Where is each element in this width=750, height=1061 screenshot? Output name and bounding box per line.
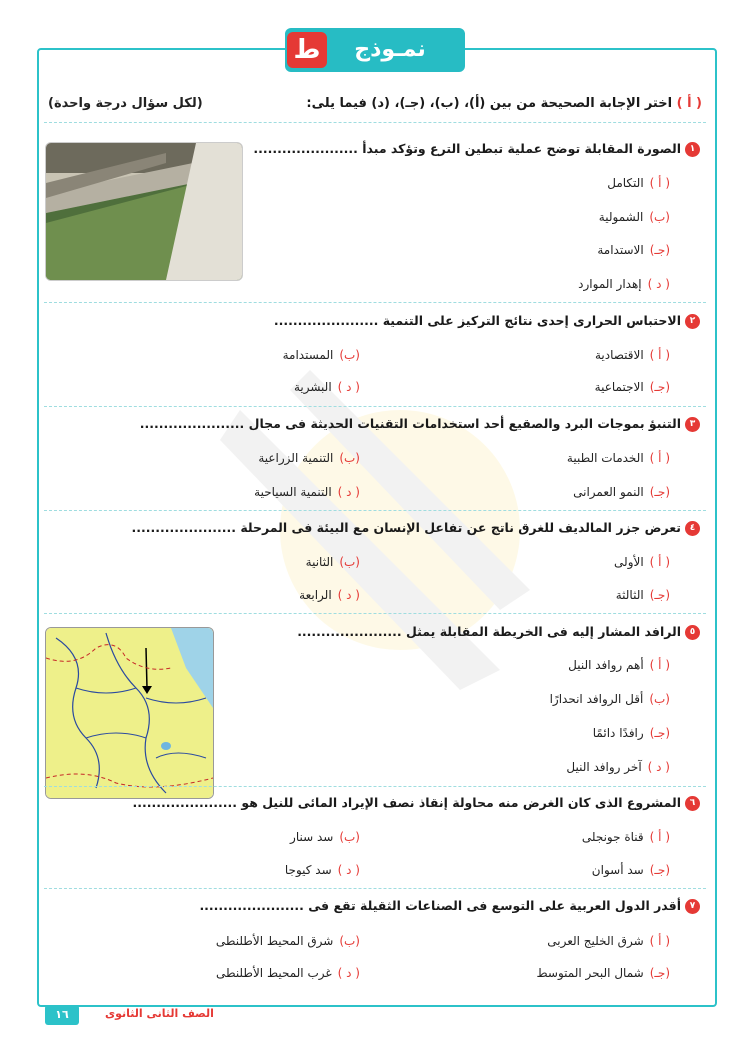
option-letter: ( أ )	[649, 934, 670, 948]
option-letter: (ب)	[339, 348, 360, 362]
option-letter: ( أ )	[649, 658, 670, 672]
question-number-badge: ٣	[685, 417, 700, 432]
option-text: أهم روافد النيل	[568, 658, 644, 672]
option-text: شمال البحر المتوسط	[536, 966, 644, 980]
option-letter: ( د )	[337, 485, 360, 499]
question-3	[140, 416, 700, 432]
option-c[interactable]	[597, 243, 670, 257]
question-text: الاحتباس الحرارى إحدى نتائج التركيز على التنمية ......................	[273, 313, 681, 328]
option-letter: ( أ )	[649, 555, 670, 569]
option-text: التنمية الزراعية	[258, 451, 334, 465]
question-text: الصورة المقابلة توضح عملية تبطين الترع وتؤكد مبدأ ......................	[253, 141, 681, 156]
option-text: غرب المحيط الأطلنطى	[215, 966, 332, 980]
option-b[interactable]	[216, 934, 360, 948]
question-text: الرافد المشار إليه فى الخريطة المقابلة يمثل ......................	[297, 624, 681, 639]
option-letter: (جـ)	[649, 966, 670, 980]
option-b[interactable]	[306, 555, 360, 569]
option-a[interactable]	[595, 348, 670, 362]
question-7	[199, 898, 700, 914]
question-text: تعرض جزر المالديف للغرق ناتج عن تفاعل الإنسان مع البيئة فى المرحلة ......................	[131, 520, 681, 535]
option-letter: ( د )	[337, 863, 360, 877]
divider	[44, 888, 706, 889]
option-c[interactable]	[595, 380, 670, 394]
divider	[44, 510, 706, 511]
divider	[44, 786, 706, 787]
option-letter: (ب)	[339, 934, 360, 948]
option-letter: ( أ )	[649, 830, 670, 844]
option-text: الثالثة	[615, 588, 644, 602]
option-a[interactable]	[547, 934, 670, 948]
option-b[interactable]	[258, 451, 360, 465]
divider	[44, 122, 706, 123]
option-letter: ( أ )	[649, 451, 670, 465]
option-b[interactable]	[550, 692, 670, 706]
option-a[interactable]	[614, 555, 670, 569]
option-text: الرابعة	[299, 588, 332, 602]
option-d[interactable]	[294, 380, 360, 394]
points-note: (لكل سؤال درجة واحدة)	[48, 96, 203, 111]
option-a[interactable]	[582, 830, 670, 844]
option-text: إهدار الموارد	[578, 277, 642, 291]
option-text: النمو العمرانى	[573, 485, 644, 499]
question-5	[297, 624, 700, 640]
question-4	[132, 520, 701, 536]
option-b[interactable]	[290, 830, 360, 844]
option-text: آخر روافد النيل	[566, 760, 642, 774]
option-letter: ( د )	[647, 277, 670, 291]
option-text: الاقتصادية	[594, 348, 644, 362]
option-text: سد أسوان	[591, 863, 644, 877]
section-instruction	[306, 96, 702, 111]
option-letter: (ب)	[339, 451, 360, 465]
question-number-badge: ١	[685, 142, 700, 157]
option-text: المستدامة	[282, 348, 334, 362]
option-letter: ( أ )	[649, 348, 670, 362]
option-b[interactable]	[283, 348, 360, 362]
option-d[interactable]	[216, 966, 360, 980]
option-text: التنمية السياحية	[254, 485, 332, 499]
option-letter: (ب)	[649, 210, 670, 224]
option-c[interactable]	[592, 863, 670, 877]
option-a[interactable]	[607, 176, 670, 190]
option-b[interactable]	[599, 210, 670, 224]
question-text: أقدر الدول العربية على التوسع فى الصناعات الثقيلة تقع فى ......................	[199, 898, 681, 913]
option-letter: (ب)	[649, 692, 670, 706]
question-number-badge: ٥	[685, 625, 700, 640]
page-number: ١٦	[45, 1005, 79, 1025]
nile-tributary-map	[45, 627, 214, 799]
option-letter: (جـ)	[649, 485, 670, 499]
option-text: البشرية	[293, 380, 332, 394]
question-text: المشروع الذى كان الغرض منه محاولة إنقاذ نصف الإيراد المائى للنيل هو ......................	[132, 795, 681, 810]
option-c[interactable]	[593, 726, 670, 740]
option-letter: (جـ)	[649, 863, 670, 877]
option-d[interactable]	[578, 277, 670, 291]
question-number-badge: ٦	[685, 796, 700, 811]
instruction-text: اختر الإجابة الصحيحة من بين (أ)، (ب)، (جـ)، (د) فيما يلى:	[306, 96, 673, 111]
option-letter: ( د )	[337, 966, 360, 980]
option-text: الثانية	[305, 555, 334, 569]
option-letter: (جـ)	[649, 243, 670, 257]
question-text: التنبؤ بموجات البرد والصقيع أحد استخدامات التقنيات الحديثة فى مجال ......................	[139, 416, 681, 431]
question-6	[133, 795, 700, 811]
option-text: شرق المحيط الأطلنطى	[215, 934, 334, 948]
option-text: الشمولية	[598, 210, 644, 224]
option-letter: (ب)	[339, 830, 360, 844]
question-number-badge: ٢	[685, 314, 700, 329]
option-letter: ( د )	[337, 380, 360, 394]
option-letter: (جـ)	[649, 726, 670, 740]
option-d[interactable]	[299, 588, 360, 602]
option-text: سد سنار	[290, 830, 334, 844]
question-number-badge: ٧	[685, 899, 700, 914]
option-c[interactable]	[616, 588, 670, 602]
question-number-badge: ٤	[685, 521, 700, 536]
option-text: قناة جونجلى	[581, 830, 644, 844]
option-a[interactable]	[568, 658, 670, 672]
option-d[interactable]	[285, 863, 360, 877]
option-letter: ( د )	[337, 588, 360, 602]
option-text: أقل الروافد انحدارًا	[549, 692, 644, 706]
option-text: الاجتماعية	[594, 380, 644, 394]
model-letter-badge: ط	[287, 32, 327, 68]
option-text: الخدمات الطبية	[566, 451, 644, 465]
option-d[interactable]	[566, 760, 670, 774]
question-2	[274, 313, 700, 329]
option-text: التكامل	[607, 176, 644, 190]
section-number: ( أ )	[676, 96, 702, 111]
option-letter: ( د )	[647, 760, 670, 774]
option-letter: (جـ)	[649, 588, 670, 602]
page-footer	[45, 1005, 215, 1027]
option-text: سد كيوجا	[284, 863, 332, 877]
option-c[interactable]	[573, 485, 670, 499]
divider	[44, 613, 706, 614]
option-letter: (جـ)	[649, 380, 670, 394]
option-text: الأولى	[614, 555, 644, 569]
option-c[interactable]	[537, 966, 670, 980]
option-text: شرق الخليج العربى	[547, 934, 644, 948]
canal-lining-photo	[45, 142, 243, 281]
grade-label: الصف الثانى الثانوى	[105, 1007, 214, 1020]
option-text: رافدًا دائمًا	[592, 726, 644, 740]
question-1	[253, 141, 700, 157]
option-letter: (ب)	[339, 555, 360, 569]
option-d[interactable]	[254, 485, 360, 499]
option-letter: ( أ )	[649, 176, 670, 190]
model-title: نمـوذج	[354, 37, 426, 62]
option-text: الاستدامة	[597, 243, 644, 257]
divider	[44, 406, 706, 407]
divider	[44, 302, 706, 303]
option-a[interactable]	[567, 451, 670, 465]
